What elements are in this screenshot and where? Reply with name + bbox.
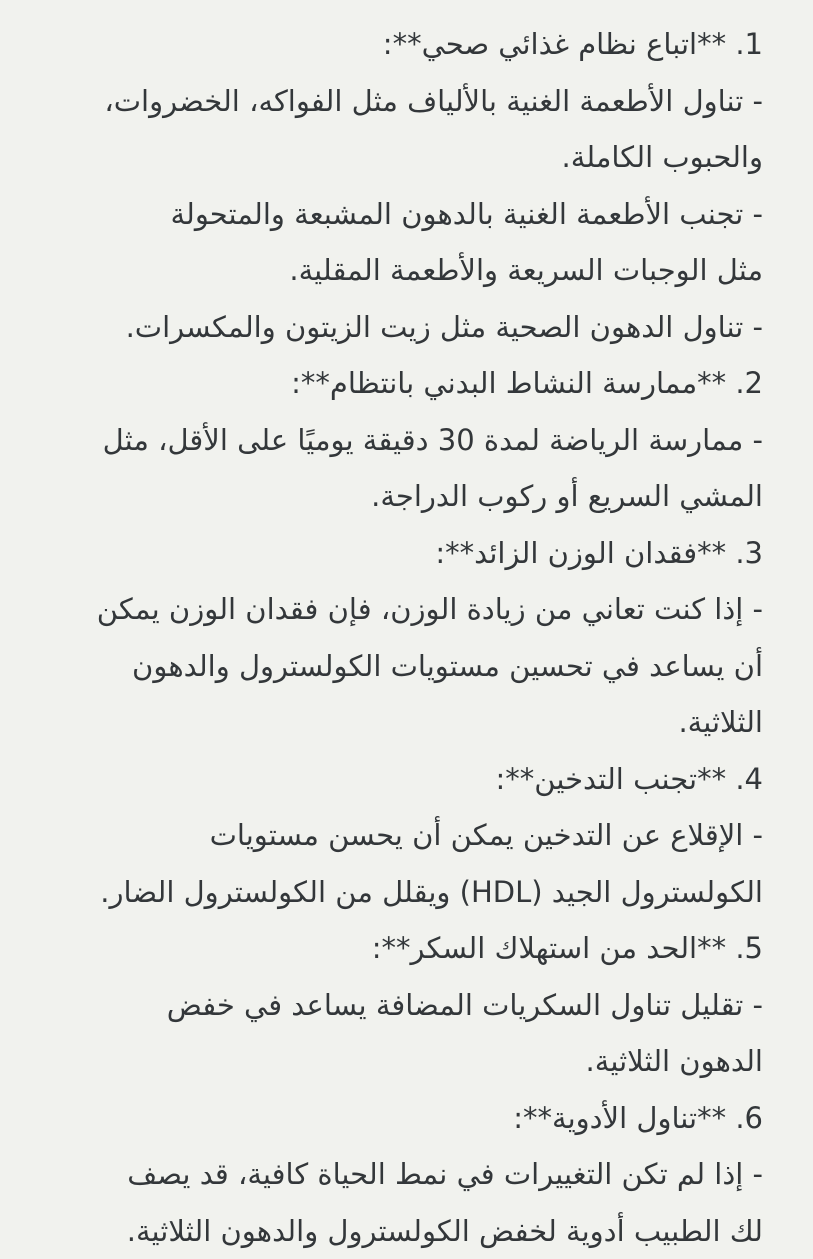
- bullet-line: - تناول الدهون الصحية مثل زيت الزيتون والمكسرات.: [20, 299, 763, 356]
- bullet-continuation: المشي السريع أو ركوب الدراجة.: [20, 468, 763, 525]
- bullet-line: - تقليل تناول السكريات المضافة يساعد في خفض: [20, 977, 763, 1034]
- bullet-line: - ممارسة الرياضة لمدة 30 دقيقة يوميًا على الأقل، مثل: [20, 412, 763, 469]
- section-heading: 5. **الحد من استهلاك السكر**:: [20, 920, 763, 977]
- bullet-line: - تناول الأطعمة الغنية بالألياف مثل الفواكه، الخضروات،: [20, 73, 763, 130]
- bullet-continuation: الدهون الثلاثية.: [20, 1033, 763, 1090]
- section-heading: 3. **فقدان الوزن الزائد**:: [20, 525, 763, 582]
- bullet-line: - إذا لم تكن التغييرات في نمط الحياة كافية، قد يصف: [20, 1146, 763, 1203]
- bullet-continuation: الكولسترول الجيد (HDL) ويقلل من الكولسترول الضار.: [20, 864, 763, 921]
- bullet-line: - إذا كنت تعاني من زيادة الوزن، فإن فقدان الوزن يمكن: [20, 581, 763, 638]
- bullet-continuation: والحبوب الكاملة.: [20, 129, 763, 186]
- section-heading: 4. **تجنب التدخين**:: [20, 751, 763, 808]
- section-heading: 2. **ممارسة النشاط البدني بانتظام**:: [20, 355, 763, 412]
- bullet-continuation: لك الطبيب أدوية لخفض الكولسترول والدهون الثلاثية.: [20, 1203, 763, 1259]
- section-heading: 1. **اتباع نظام غذائي صحي**:: [20, 16, 763, 73]
- bullet-continuation: الثلاثية.: [20, 694, 763, 751]
- bullet-line: - تجنب الأطعمة الغنية بالدهون المشبعة والمتحولة: [20, 186, 763, 243]
- section-heading: 6. **تناول الأدوية**:: [20, 1090, 763, 1147]
- bullet-continuation: أن يساعد في تحسين مستويات الكولسترول والدهون: [20, 638, 763, 695]
- bullet-continuation: مثل الوجبات السريعة والأطعمة المقلية.: [20, 242, 763, 299]
- bullet-line: - الإقلاع عن التدخين يمكن أن يحسن مستويات: [20, 807, 763, 864]
